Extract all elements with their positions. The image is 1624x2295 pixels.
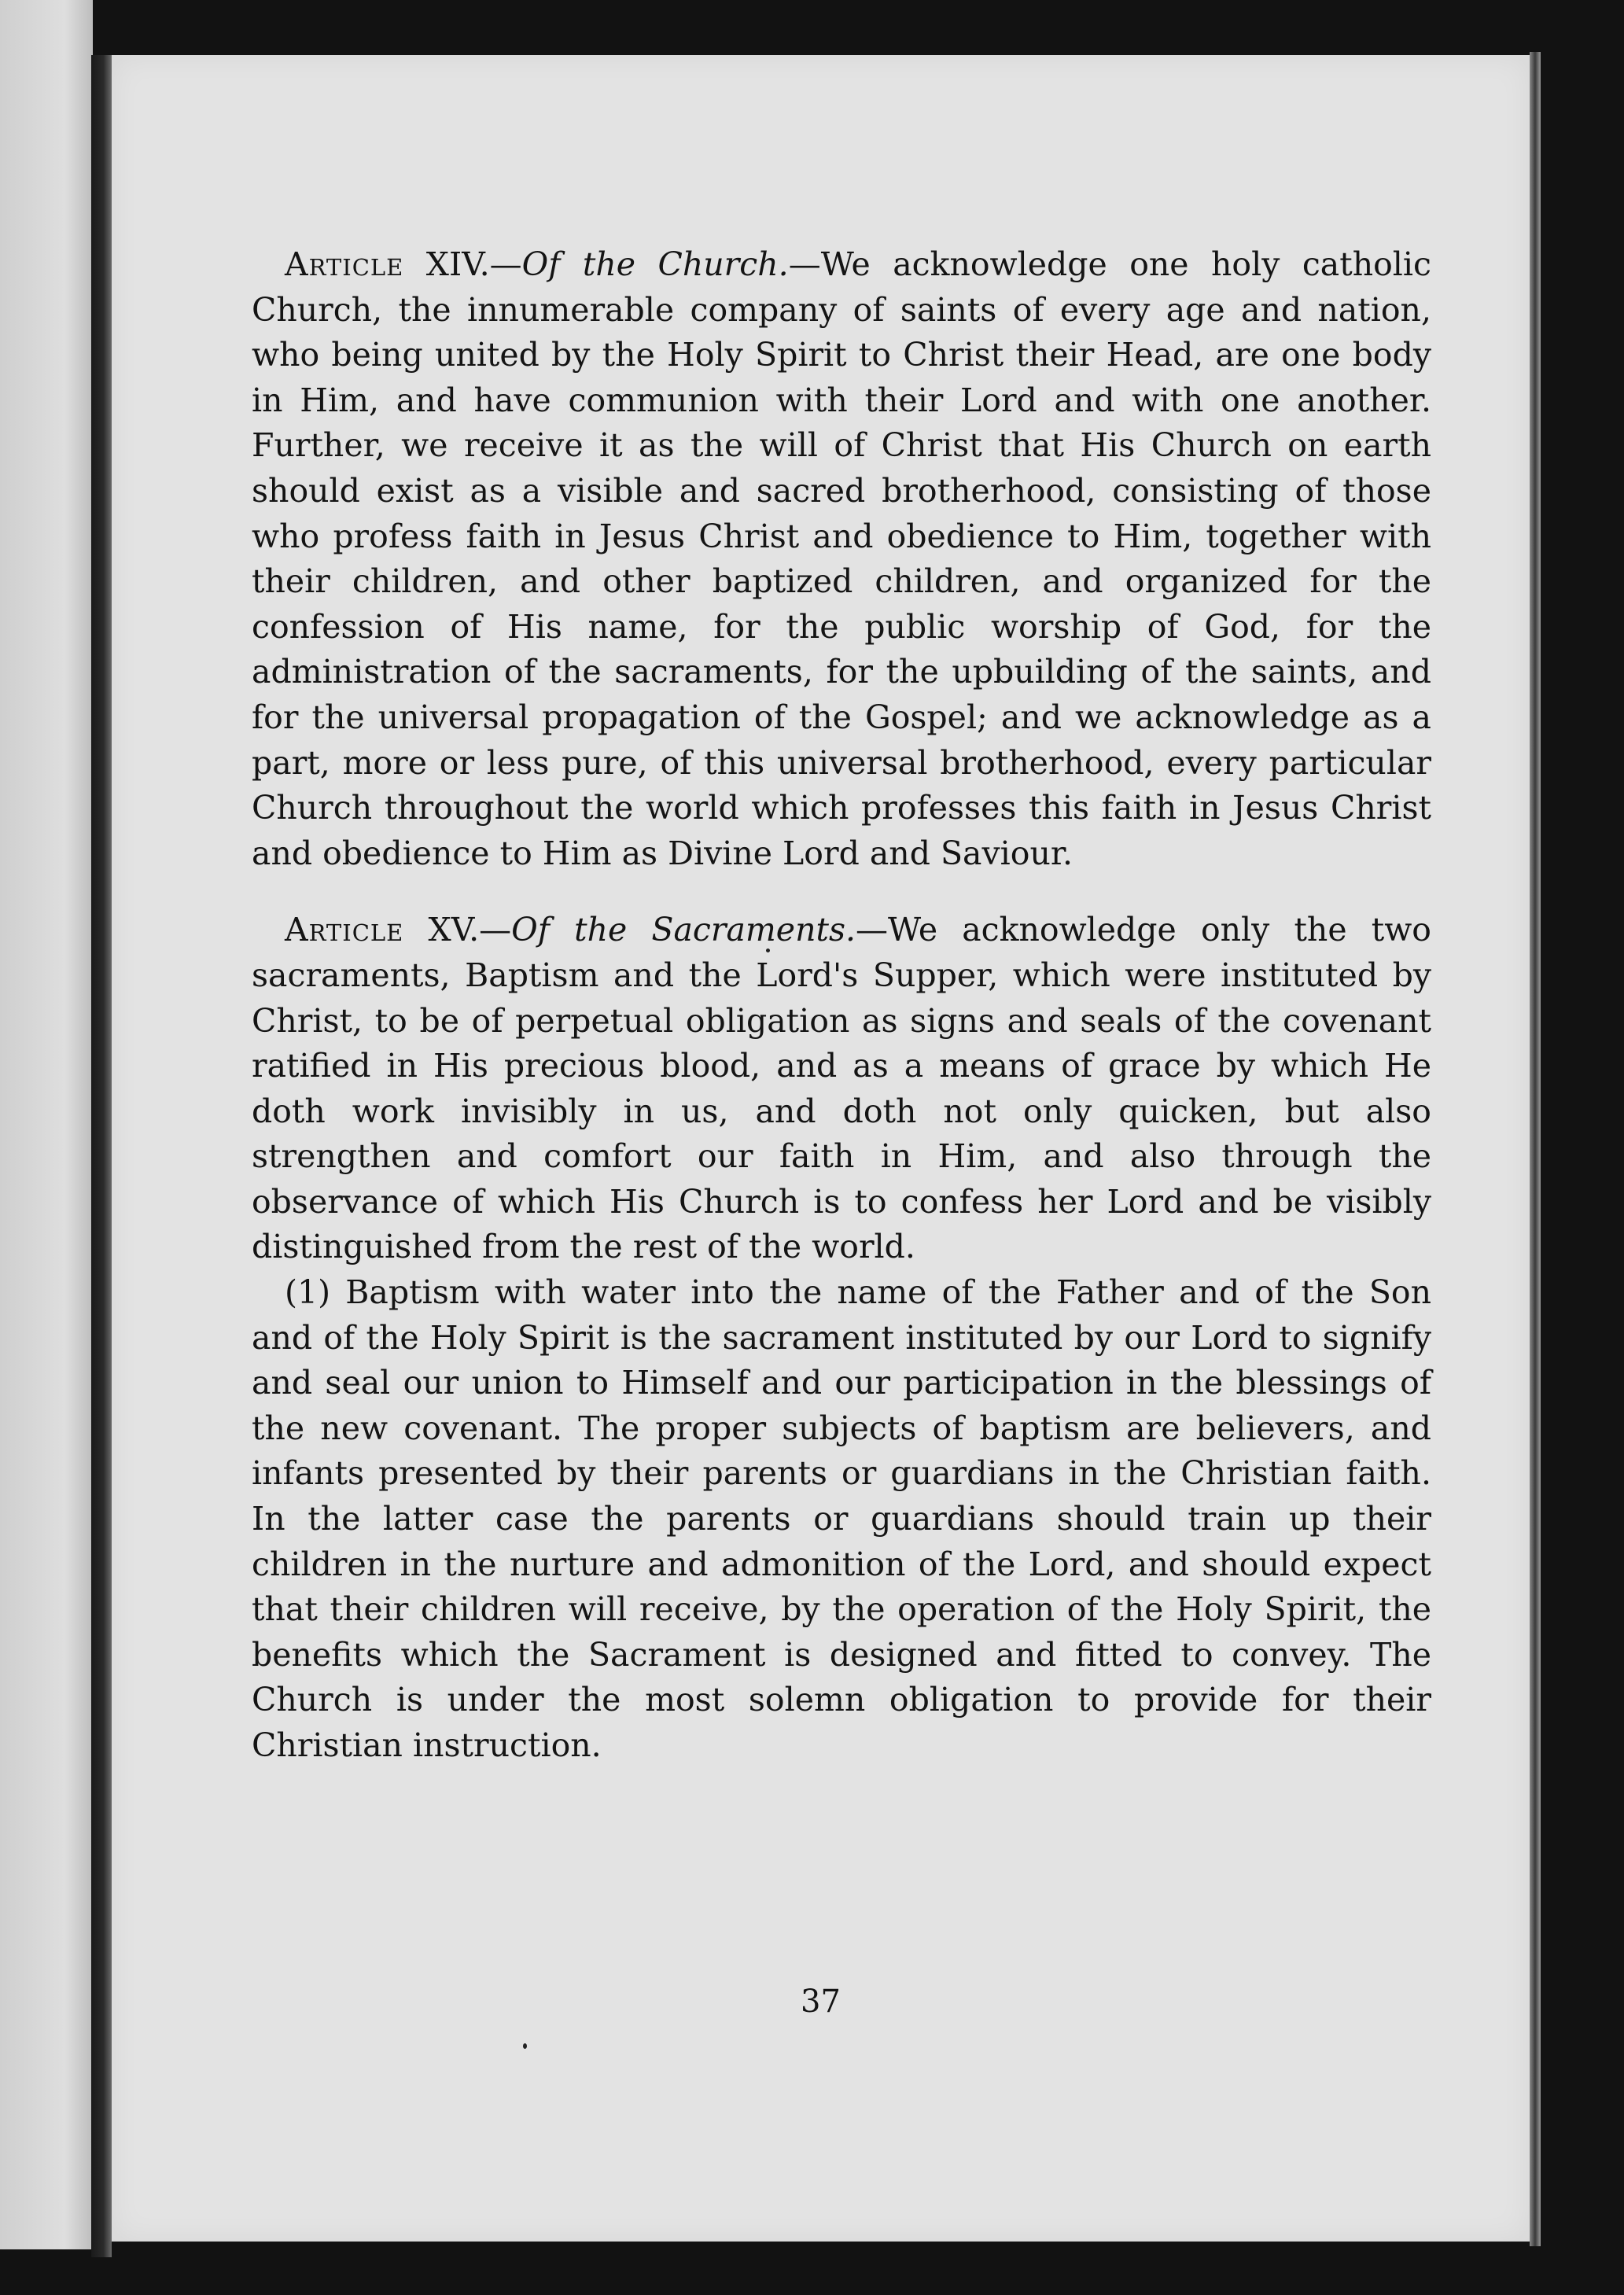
article-xv-body: —We acknowledge only the two sacraments, Baptism and the Lord's Supper, which were instituted by Christ, to be of perpetual obligation as signs and seals of the covenant ratified in His precious blood, and as a means of grace by which He doth work invisibly in us, and doth not only quicken, but also strengthen and comfort our faith in Him, and also through the observance of which His Church is to confess her Lord and be visibly distinguished from the rest of the world.: [252, 911, 1431, 1266]
page-text: [252, 242, 1431, 1769]
facing-page-edge: [0, 0, 93, 2249]
article-xiv: [252, 242, 1431, 876]
print-speck: [766, 949, 770, 952]
book-page: [112, 55, 1530, 2242]
article-xv-title: Of the Sacraments.: [511, 911, 856, 949]
article-xiv-numeral: XIV.—: [403, 245, 522, 283]
article-xiv-label: Article: [285, 245, 404, 283]
article-xiv-title: Of the Church.: [521, 245, 789, 283]
article-xv-label: Article: [285, 911, 404, 949]
article-xv: [252, 908, 1431, 1270]
book-gutter: [91, 55, 112, 2257]
article-xv-numeral: XV.—: [403, 911, 512, 949]
page-number: 37: [801, 1984, 841, 2020]
print-speck: [523, 2043, 527, 2049]
article-xiv-body: —We acknowledge one holy catholic Church, the innumerable company of saints of every age and nation, who being united by the Holy Spirit to Christ their Head, are one body in Him, and have communion with their Lord and with one another. Further, we receive it as the will of Christ that His Church on earth should exist as a visible and sacred brotherhood, consisting of those who profess faith in Jesus Christ and obedience to Him, together with their children, and other baptized children, and organized for the confession of His name, for the public worship of God, for the administration of the sacraments, for the upbuilding of the saints, and for the universal propagation of the Gospel; and we acknowledge as a part, more or less pure, of this universal brotherhood, every particular Church throughout the world which professes this faith in Jesus Christ and obedience to Him as Divine Lord and Saviour.: [252, 245, 1431, 872]
page-fore-edge: [1530, 52, 1541, 2246]
article-spacer: [252, 876, 1431, 908]
article-xv-baptism-paragraph: (1) Baptism with water into the name of the Father and of the Son and of the Holy Spirit is the sacrament instituted by our Lord to signify and seal our union to Himself and our participation in the blessings of the new covenant. The proper subjects of baptism are believers, and infants presented by their parents or guardians in the Christian faith. In the latter case the parents or guardians should train up their children in the nurture and admonition of the Lord, and should expect that their children will receive, by the operation of the Holy Spirit, the benefits which the Sacrament is designed and fitted to convey. The Church is under the most solemn obligation to provide for their Christian instruction.: [252, 1273, 1431, 1764]
